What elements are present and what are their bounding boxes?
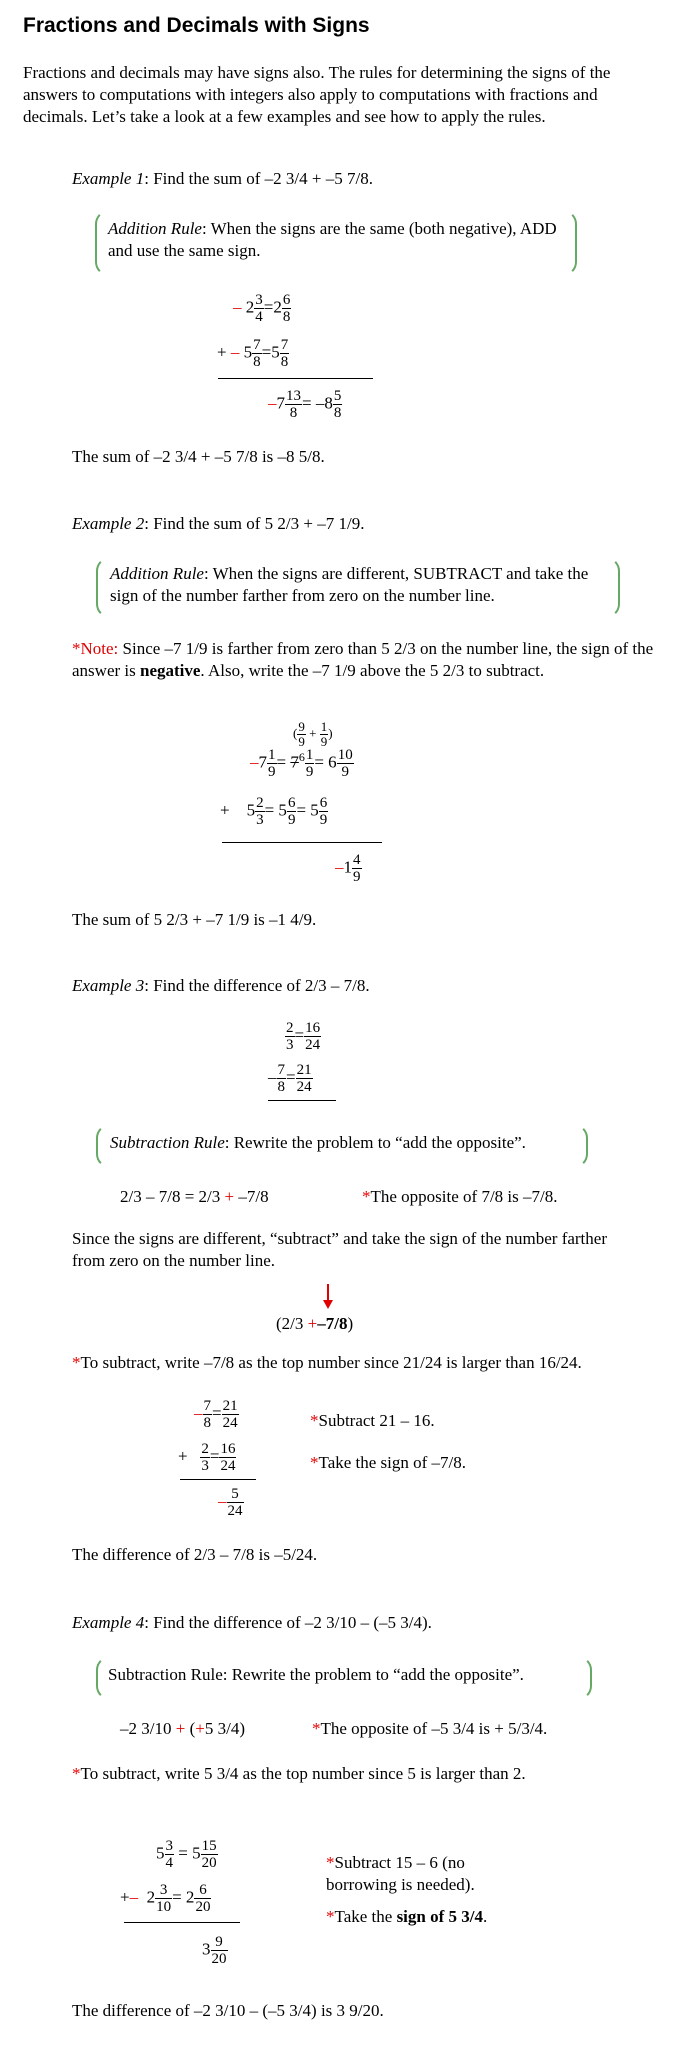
ex4-r2-eq: = 2 [172,1887,195,1907]
example-3-rule-text: : Rewrite the problem to “add the opposite”. [224,1133,526,1152]
ex4-step2-b: . [483,1907,488,1926]
ex1-result-num2: 5 [333,388,342,404]
ex4-r2-den2: 20 [195,1899,211,1915]
ex3-c2-sign: + [178,1446,188,1466]
ex3-col-result [218,1486,244,1519]
ex3-c2-frac [200,1441,210,1474]
example-1-conclusion: The sum of –2 3/4 + –5 7/8 is –8 5/8. [72,447,325,466]
ex1-row1-den: 4 [255,309,263,325]
ex1-row2-den: 8 [253,354,261,370]
ex3-row-1: $\frac{2}{3}$ = $\frac{16}{24}$ [286,1020,321,1053]
ex4-row-1 [156,1838,218,1871]
ex4-r1-den: 4 [165,1855,173,1871]
ex2-regroup-frac-a: $\frac{9}{9}$ [298,719,305,749]
example-2-rule-label: Addition Rule [110,564,204,583]
example-4-prompt: : Find the difference of –2 3/10 – (–5 3/4). [144,1613,432,1632]
ex4-rewrite [120,1718,245,1740]
ex4-line [124,1922,240,1923]
ex1-sum-line [218,378,373,379]
ex2-row1-num: 1 [268,747,276,763]
ex4-r1-den2: 20 [201,1855,217,1871]
ex2-note-text-b: . Also, write the –7 1/9 above the 5 2/3 to subtract. [200,661,545,680]
ex4-r2-num: 3 [155,1882,172,1899]
ex4-r1-num2: 15 [201,1838,217,1854]
ex2-row2-frac3 [319,795,329,828]
ex3-since-text: Since the signs are different, “subtract” and take the sign of the number farther from zero on the number line. [72,1229,607,1270]
ex2-regroup-frac-b: $\frac{1}{9}$ [320,719,328,749]
ex2-result-num: 4 [353,852,361,868]
ex4-r1-num: 3 [165,1838,173,1854]
example-4-conclusion: The difference of –2 3/10 – (–5 3/4) is 3 9/20. [72,2001,384,2020]
example-2-heading [72,513,364,535]
ex3-c2-den2: 24 [220,1458,236,1474]
ex4-step2-bold: sign of 5 3/4 [396,1907,483,1926]
ex1-row2-eq: = [261,342,272,362]
example-2-prompt: : Find the sum of 5 2/3 + –7 1/9. [144,514,365,533]
ex4-step1-text: Subtract 15 – 6 (no borrowing is needed). [326,1853,475,1894]
ex1-row2-num2: 7 [280,337,289,353]
ex3-c2-den: 3 [201,1458,209,1474]
ex3-col-row-2: + $\frac{2}{3}$ = $\frac{16}{24}$ [178,1441,236,1474]
ex1-row1-sign: – [233,297,242,317]
ex4-result-den: 20 [211,1951,227,1967]
ex4-r1-frac2 [201,1838,218,1871]
ex3-tosub-text: To subtract, write –7/8 as the top number since 21/24 is larger than 16/24. [80,1353,582,1372]
ex4-step1-star: * [326,1853,335,1872]
ex3-r1-den2: 24 [305,1037,321,1053]
ex3-opp-text: The opposite of 7/8 is –7/8. [370,1187,558,1206]
ex3-r1-num2: 16 [305,1020,321,1036]
ex4-rewrite-plus: + [175,1719,186,1738]
example-1-heading [72,168,373,190]
ex2-row1-sign: – [250,752,259,772]
ex3-c2-frac2 [219,1441,236,1474]
ex4-result [202,1934,228,1967]
ex2-regroup: ( $\frac{9}{9}$ + $\frac{1}{9}$ ) [293,719,333,749]
ex2-note-bold: negative [139,661,201,680]
example-2-row-2 [220,795,328,828]
example-3-conclusion: The difference of 2/3 – 7/8 is –5/24. [72,1545,318,1564]
example-2-label: Example 2 [72,514,145,533]
ex4-result-num: 9 [211,1934,228,1951]
ex3-arrow-b: –7/ [317,1314,339,1333]
ex4-step2-star: * [326,1907,335,1926]
ex2-row2-whole: 5 [246,800,256,820]
ex2-result-sign: – [335,857,344,877]
ex3-c1-den2: 24 [222,1415,238,1431]
ex2-row1-frac [267,747,277,780]
example-4-rule: Subtraction Rule: Rewrite the problem to “add the opposite”. [108,1665,524,1684]
ex1-row2-num: 7 [253,337,261,353]
ex3-tosub-star: * [72,1353,81,1372]
ex3-c1-den: 8 [203,1415,211,1431]
ex3-step-2 [310,1452,466,1474]
ex3-step1-text: Subtract 21 – 16. [318,1411,435,1430]
ex4-tosub-text: To subtract, write 5 3/4 as the top number since 5 is larger than 2. [80,1764,526,1783]
ex1-row1-whole: 2 [245,297,255,317]
ex3-step-1 [310,1410,435,1432]
ex4-r2-frac2 [194,1882,211,1915]
example-2-rule [110,563,610,607]
ex3-col-row-1: – $\frac{7}{8}$ = $\frac{21}{24}$ [194,1398,238,1431]
ex3-c1-sign: – [194,1403,203,1423]
ex3-r2-den: 8 [277,1079,285,1095]
ex3-cres-sign: – [218,1491,227,1511]
example-2-row-1 [250,747,354,780]
ex2-row2-den2: 9 [287,812,296,828]
ex1-row2-frac [252,337,262,370]
example-1-rule-text: : When the signs are the same (both negative), ADD and use the same sign. [108,219,557,260]
ex4-rewrite-c: 5 3/4) [204,1719,245,1738]
example-4-heading [72,1612,432,1634]
ex4-to-subtract [72,1763,526,1785]
ex3-r2-num: 7 [277,1062,285,1078]
ex4-step-1 [326,1852,536,1896]
ex4-rewrite-paren: ( [185,1719,196,1738]
ex4-r1-whole: 5 [156,1843,165,1863]
ex1-row2-frac2 [280,337,290,370]
example-1-rule [108,218,568,262]
ex1-row1-frac [254,292,264,325]
ex4-result-frac [211,1934,228,1967]
ex3-c1-num: 7 [203,1398,211,1414]
ex3-r1-num: 2 [286,1020,294,1036]
ex3-c2-num2: 16 [220,1441,236,1457]
ex1-row2-den2: 8 [280,354,289,370]
ex4-r2-sign: +– [120,1887,139,1907]
ex3-rewrite-a: 2/3 – 7/8 = 2/3 [120,1187,225,1206]
example-2-note [72,638,662,682]
ex3-c1-num2: 21 [222,1398,238,1414]
ex3-r2-sign: – [268,1067,277,1087]
ex1-row1-den2: 8 [282,309,291,325]
example-1-prompt: : Find the sum of –2 3/4 + –5 7/8. [144,169,373,188]
ex1-row2-whole: 5 [243,342,253,362]
ex2-row2-num3: 6 [319,795,328,811]
ex1-row1-eq: = [263,297,274,317]
ex3-arrow-c: ) [347,1314,354,1333]
ex3-arrow-bold: 8 [338,1314,348,1333]
ex2-row1-den3: 9 [341,764,349,780]
ex2-row2-num: 2 [256,795,264,811]
ex3-line [268,1100,336,1101]
ex4-opp-text: The opposite of –5 3/4 is + 5/3/4. [320,1719,548,1738]
example-2-result [335,852,362,885]
ex1-row1-frac2 [282,292,292,325]
example-1-row-2 [217,337,289,370]
ex3-r2-den2: 24 [296,1079,312,1095]
ex2-row1-num3: 10 [337,747,353,763]
ex3-rewrite-plus: + [224,1187,235,1206]
ex1-row1-whole2: 2 [273,297,282,317]
ex3-c2-num: 2 [201,1441,209,1457]
ex2-row1-num2: 1 [305,747,314,763]
ex2-row2-frac [255,795,265,828]
example-1-result [268,388,342,421]
ex2-row1-frac3 [337,747,354,780]
ex3-step2-star: * [310,1453,319,1472]
ex4-opposite-note [312,1718,547,1740]
example-3-label: Example 3 [72,976,145,995]
ex2-result-den: 9 [353,869,361,885]
ex3-rewrite-b: –7/8 [234,1187,269,1206]
ex2-row2-frac2 [287,795,297,828]
ex3-arrow-plus: + [307,1314,318,1333]
ex4-rewrite-b: + [195,1719,205,1738]
ex3-arrow-expression [276,1313,353,1335]
ex2-row2-mid: = 5 [264,800,287,820]
intro-paragraph: Fractions and decimals may have signs also. The rules for determining the signs of the answers to computations with integers also apply to computations with fractions and decimals. Let’s take a look at a few examples and see how to apply the rules. [23,63,611,126]
ex3-step2-text: Take the sign of –7/8. [318,1453,467,1472]
ex4-result-whole: 3 [202,1939,211,1959]
ex3-to-subtract [72,1352,582,1374]
ex2-row1-whole: 7 [258,752,267,772]
ex4-r1-frac [165,1838,175,1871]
ex3-red-arrow [320,1283,336,1311]
example-3-prompt: : Find the difference of 2/3 – 7/8. [144,976,370,995]
example-3-heading [72,975,370,997]
ex4-step-2 [326,1906,487,1928]
ex1-result-whole: 7 [276,393,285,413]
example-3-rule [110,1132,526,1154]
ex2-row2-sign: + [220,800,230,820]
ex3-cres-frac [227,1486,244,1519]
ex2-row2-den: 3 [256,812,264,828]
ex4-row-2 [120,1882,211,1915]
ex4-opp-star: * [312,1719,321,1738]
ex1-result-frac [285,388,302,421]
ex4-r2-frac [155,1882,172,1915]
ex3-r1-frac2 [304,1020,321,1053]
ex2-row2-eq: = 5 [296,800,319,820]
ex2-sum-line [222,842,382,843]
ex2-row1-den2: 9 [305,764,314,780]
ex3-r2-num2: 21 [296,1062,312,1078]
ex4-rewrite-a: –2 3/10 [120,1719,176,1738]
ex2-row1-sup: 6 [298,749,305,764]
ex2-row1-den: 9 [268,764,276,780]
ex4-r2-whole: 2 [146,1887,156,1907]
ex1-result-den: 8 [289,405,298,421]
ex1-row2-whole2: 5 [271,342,280,362]
ex3-col-line [180,1479,256,1480]
example-3-rule-label: Subtraction Rule [110,1133,225,1152]
ex2-row1-mid: = 7 [276,752,299,772]
example-1-row-1 [233,292,291,325]
ex3-r2-frac [277,1062,287,1095]
ex3-c1-frac2 [222,1398,239,1431]
ex4-r1-eq: = 5 [178,1843,201,1863]
ex3-step1-star: * [310,1411,319,1430]
example-1-label: Example 1 [72,169,145,188]
ex1-result-frac2 [333,388,343,421]
example-1-rule-label: Addition Rule [108,219,202,238]
ex3-opp-star: * [362,1187,371,1206]
example-2-rule-text: : When the signs are different, SUBTRACT and take the sign of the number farther from zero on the number line. [110,564,589,605]
ex3-opposite-note [362,1186,557,1208]
ex2-note-star: *Note: [72,639,119,658]
ex3-rewrite [120,1186,269,1208]
ex3-r2-frac2 [296,1062,313,1095]
ex4-r2-den: 10 [156,1899,172,1915]
ex3-arrow-a: (2/3 [276,1314,308,1333]
ex2-result-whole: 1 [343,857,352,877]
ex4-step2-a: Take the [334,1907,397,1926]
ex3-cres-num: 5 [227,1486,244,1503]
ex2-row1-eq: = 6 [314,752,337,772]
ex3-c1-frac [203,1398,213,1431]
ex3-row-2: – $\frac{7}{8}$ = $\frac{21}{24}$ [268,1062,312,1095]
ex1-result-eq: = –8 [302,393,333,413]
ex1-row1-num: 3 [255,292,263,308]
page-title: Fractions and Decimals with Signs [23,14,370,37]
ex4-r2-num2: 6 [194,1882,211,1899]
ex2-result-frac [352,852,362,885]
ex2-row2-num2: 6 [287,795,296,811]
ex2-note-text-a: Since –7 1/9 is farther from zero than 5 2/3 on the number line, the sign of the answer is [72,639,654,680]
ex3-r1-den: 3 [286,1037,294,1053]
ex3-cres-den: 24 [227,1503,243,1519]
ex2-row2-den3: 9 [319,812,328,828]
ex3-r1-frac [285,1020,295,1053]
ex1-result-sign: – [268,393,277,413]
ex4-tosub-star: * [72,1764,81,1783]
ex1-row2-sign: + – [217,342,240,362]
ex1-result-den2: 8 [333,405,342,421]
example-2-conclusion: The sum of 5 2/3 + –7 1/9 is –1 4/9. [72,910,317,929]
ex2-row1-frac2 [305,747,315,780]
example-4-label: Example 4 [72,1613,145,1632]
ex1-row1-num2: 6 [282,292,291,308]
ex1-result-num: 13 [286,388,301,404]
